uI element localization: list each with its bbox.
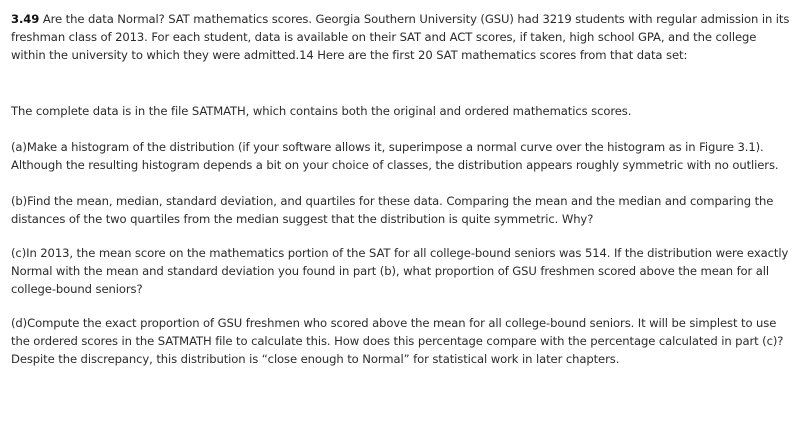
data-table-gap xyxy=(11,64,791,102)
problem-document xyxy=(11,10,791,368)
problem-intro-text: Are the data Normal? SAT mathematics scores. Georgia Southern University (GSU) had 3219 students with regular admission in its freshman class of 2013. For each student, data is available on their SAT and ACT scores, if taken, high school GPA, and the college within the university to which they were admitted.14 Here are the first 20 SAT mathematics scores from that data set: xyxy=(11,12,790,62)
part-c: (c)In 2013, the mean score on the mathematics portion of the SAT for all college-bound seniors was 514. If the distribution were exactly Normal with the mean and standard deviation you found in part (b), what proportion of GSU freshmen scored above the mean for all college-bound seniors? xyxy=(11,246,789,296)
problem-number: 3.49 xyxy=(11,12,40,26)
part-b: (b)Find the mean, median, standard deviation, and quartiles for these data. Comparing the mean and the median and comparing the distances of the two quartiles from the median suggest that the distribution is quite symmetric. Why? xyxy=(11,194,774,226)
part-a: (a)Make a histogram of the distribution (if your software allows it, superimpose a normal curve over the histogram as in Figure 3.1). Although the resulting histogram depends a bit on your choice of classes, the distribution appears roughly symmetric with no outliers. xyxy=(11,140,779,172)
complete-data-note: The complete data is in the file SATMATH, which contains both the original and ordered mathematics scores. xyxy=(11,104,632,118)
problem-intro xyxy=(11,10,791,64)
part-d: (d)Compute the exact proportion of GSU freshmen who scored above the mean for all college-bound seniors. It will be simplest to use the ordered scores in the SATMATH file to calculate this. How does this percentage compare with the percentage calculated in part (c)? Despite the discrepancy, this distribution is “close enough to Normal” for statistical work in later chapters. xyxy=(11,316,784,366)
